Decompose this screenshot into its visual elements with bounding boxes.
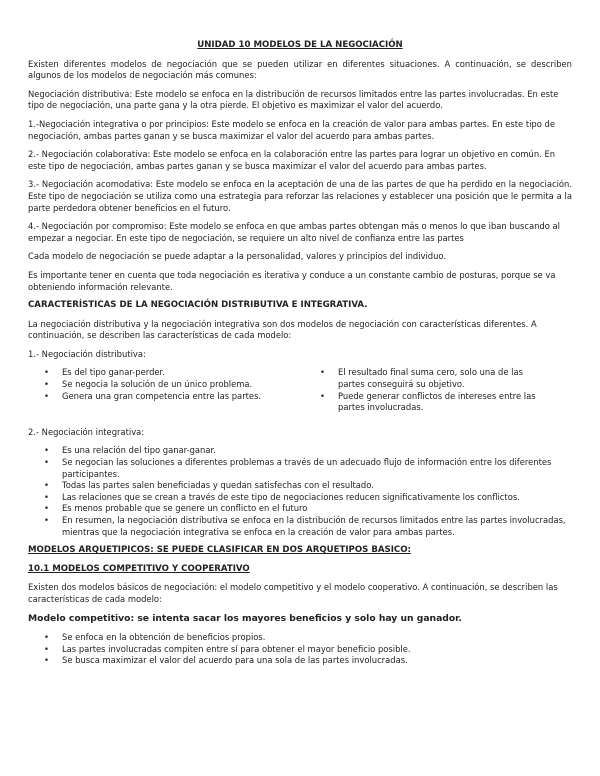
characteristics-heading: CARACTERÍSTICAS DE LA NEGOCIACIÓN DISTRIBUTIVA E INTEGRATIVA. xyxy=(28,300,368,311)
iterative-paragraph: Es importante tener en cuenta que toda negociación es iterativa y conduce a un constante cambio de posturas, porque se va obteniendo información relevante. xyxy=(28,269,556,292)
list-item: • Puede generar conflictos de intereses entre las partes involucradas. xyxy=(304,391,544,414)
list-item: • En resumen, la negociación distributiva se enfoca en la distribución de recursos limitados entre las partes involucradas, mientras que la negociación integrativa se enfoca en la creación de valor para ambas partes. xyxy=(28,515,572,538)
document-page xyxy=(28,40,572,673)
list-item: • Todas las partes salen beneficiadas y quedan satisfechas con el resultado. xyxy=(28,480,572,492)
distributive-label: 1.- Negociación distributiva: xyxy=(28,348,146,359)
list-item: • Las partes involucradas compiten entre sí para obtener el mayor beneficio posible. xyxy=(28,644,572,656)
list-item: • Genera una gran competencia entre las partes. xyxy=(28,391,304,403)
competitive-list xyxy=(28,632,572,667)
document-title: UNIDAD 10 MODELOS DE LA NEGOCIACIÓN xyxy=(197,40,403,50)
distributive-list-left xyxy=(28,367,304,413)
list-item: • Se busca maximizar el valor del acuerdo para una sola de las partes involucradas. xyxy=(28,655,572,667)
list-item: • Se negocia la solución de un único problema. xyxy=(28,379,304,391)
list-item: • Se enfoca en la obtención de beneficios propios. xyxy=(28,632,572,644)
integrative-list xyxy=(28,445,572,538)
distributive-list-right xyxy=(304,367,544,413)
archetypes-heading: MODELOS ARQUETIPICOS: SE PUEDE CLASIFICAR EN DOS ARQUETIPOS BASICO: xyxy=(28,545,411,556)
section-10-1-heading: 10.1 MODELOS COMPETITIVO Y COOPERATIVO xyxy=(28,563,250,574)
list-item: • El resultado final suma cero, solo una de las partes conseguirá su objetivo. xyxy=(304,367,544,390)
model-collaborative: 2.- Negociación colaborativa: Este modelo se enfoca en la colaboración entre las partes para lograr un objetivo en común. En este tipo de negociación, ambas partes ganan y se busca maximizar el valor del acuerdo para ambas partes. xyxy=(28,149,556,171)
list-item: • Se negocian las soluciones a diferentes problemas a través de un adecuado flujo de información entre los diferentes participantes. xyxy=(28,457,572,480)
distributive-list xyxy=(28,367,572,419)
characteristics-intro: La negociación distributiva y la negociación integrativa son dos modelos de negociación con características diferentes. A continuación, se describen las características de cada modelo: xyxy=(28,318,537,341)
intro-paragraph: Existen diferentes modelos de negociación que se pueden utilizar en diferentes situaciones. A continuación, se describen algunos de los modelos de negociación más comunes: xyxy=(28,58,572,81)
model-compromise: 4.- Negociación por compromiso: Este modelo se enfoca en que ambas partes obtengan más o menos lo que iban buscando al empezar a negociar. En este tipo de negociación, se requiere un alto nivel de confianza entre las partes xyxy=(28,221,560,243)
model-distributive: Negociación distributiva: Este modelo se enfoca en la distribución de recursos limitados entre las partes involucradas. En este tipo de negociación, una parte gana y la otra pierde. El objetivo es maximizar el valor del acuerdo. xyxy=(28,88,559,111)
model-accommodative: 3.- Negociación acomodativa: Este modelo se enfoca en la aceptación de una de las partes de que ha perdido en la negociación. Este tipo de negociación se utiliza como una estrategia para reforzar las relaciones y establecer una posición que le permita a la parte perdedora obtener beneficios en el futuro. xyxy=(28,179,572,213)
list-item: • Es del tipo ganar-perder. xyxy=(28,367,304,379)
competitive-heading: Modelo competitivo: se intenta sacar los mayores beneficios y solo hay un ganador. xyxy=(28,612,462,624)
adapt-paragraph: Cada modelo de negociación se puede adaptar a la personalidad, valores y principios del individuo. xyxy=(28,251,447,262)
list-item: • Las relaciones que se crean a través de este tipo de negociaciones reducen significativamente los conflictos. xyxy=(28,492,572,504)
list-item: • Es una relación del tipo ganar-ganar. xyxy=(28,445,572,457)
section-10-1-intro: Existen dos modelos básicos de negociación: el modelo competitivo y el modelo cooperativo. A continuación, se describen las características de cada modelo: xyxy=(28,582,558,604)
model-integrative: 1.-Negociación integrativa o por principios: Este modelo se enfoca en la creación de valor para ambas partes. En este tipo de negociación, ambas partes ganan y se busca maximizar el valor del acuerdo para ambas partes. xyxy=(28,118,555,141)
list-item: • Es menos probable que se genere un conflicto en el futuro xyxy=(28,503,572,515)
integrative-label: 2.- Negociación integrativa: xyxy=(28,426,145,437)
